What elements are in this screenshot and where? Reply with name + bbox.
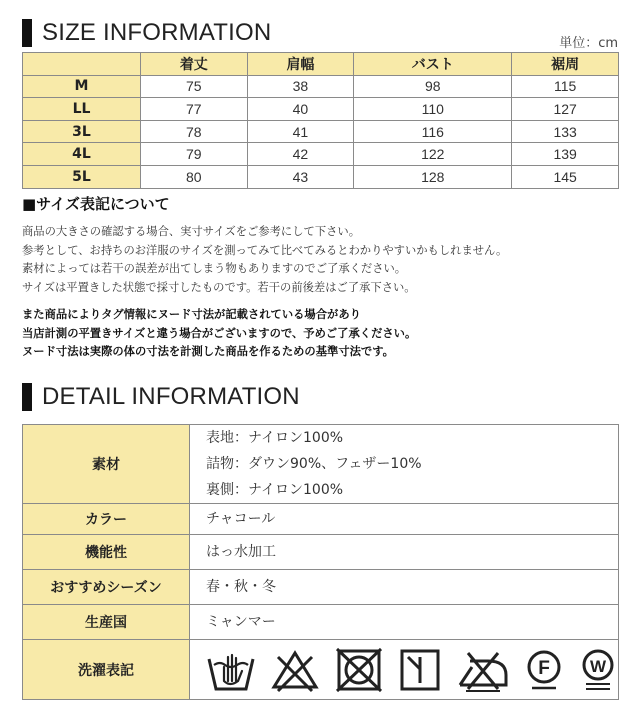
note-line: 素材によっては若干の誤差が出てしまう物もありますのでご了承ください。 [22, 262, 407, 275]
detail-row-function [23, 535, 619, 570]
size-information-title-text: SIZE INFORMATION [42, 19, 272, 46]
detail-row-origin [23, 605, 619, 640]
detail-label: 機能性 [23, 535, 190, 570]
size-header-length: 着丈 [141, 53, 248, 76]
detail-label: 洗濯表記 [23, 640, 190, 700]
size-notes-bold [22, 306, 416, 362]
detail-row-care [23, 640, 619, 700]
size-notes [22, 223, 507, 297]
size-value: 75 [141, 75, 248, 98]
size-table-header [23, 53, 619, 76]
table-row [23, 98, 619, 121]
material-line: 詰物：ダウン90%、フェザー10% [206, 456, 422, 472]
detail-value-material [190, 425, 619, 504]
size-header-bust: バスト [354, 53, 512, 76]
size-value: 78 [141, 120, 248, 143]
material-line: 裏側：ナイロン100% [206, 482, 344, 498]
size-value: 139 [512, 143, 619, 166]
size-value: 77 [141, 98, 248, 121]
wet-clean-w-icon [578, 647, 618, 693]
note-line: サイズは平置きした状態で採寸したものです。若干の前後差はご了承下さい。 [22, 280, 416, 294]
size-value: 116 [354, 120, 512, 143]
size-value: 133 [512, 120, 619, 143]
hand-wash-icon [206, 647, 256, 693]
size-value: 127 [512, 98, 619, 121]
care-icons [206, 647, 618, 693]
size-value: 43 [247, 165, 354, 188]
detail-value: はっ水加工 [190, 535, 619, 570]
size-value: 41 [247, 120, 354, 143]
size-value: 110 [354, 98, 512, 121]
detail-label: 素材 [23, 425, 190, 504]
size-header-empty [23, 53, 141, 76]
size-label: LL [23, 98, 141, 121]
title-bar-icon [22, 383, 32, 411]
size-table [22, 52, 619, 189]
material-line: 表地：ナイロン100% [206, 430, 344, 446]
no-tumble-dry-icon [334, 647, 384, 693]
note-line: 参考として、お持ちのお洋服のサイズを測ってみて比べてみるとわかりやすいかもしれません。 [22, 243, 508, 257]
size-header-shoulder: 肩幅 [247, 53, 354, 76]
size-value: 115 [512, 75, 619, 98]
note-line-bold: また商品によりタグ情報にヌード寸法が記載されている場合があり [22, 308, 361, 321]
size-header-hem: 裾周 [512, 53, 619, 76]
dry-clean-letter: F [538, 657, 550, 679]
size-notes-heading: ■サイズ表記について [22, 195, 170, 213]
note-line-bold: ヌード寸法は実際の体の寸法を計測した商品を作るための基準寸法です。 [22, 345, 394, 358]
detail-value: 春・秋・冬 [190, 570, 619, 605]
table-row [23, 75, 619, 98]
drip-dry-icon [398, 647, 442, 693]
size-value: 40 [247, 98, 354, 121]
detail-value: ミャンマー [190, 605, 619, 640]
low-iron-cloth-icon [456, 647, 510, 693]
table-row [23, 143, 619, 166]
size-value: 122 [354, 143, 512, 166]
dry-clean-f-icon [524, 647, 564, 693]
size-value: 128 [354, 165, 512, 188]
detail-information-title-text: DETAIL INFORMATION [42, 383, 300, 410]
size-value: 42 [247, 143, 354, 166]
detail-row-color [23, 504, 619, 535]
unit-label: 単位：cm [559, 36, 618, 51]
size-value: 98 [354, 75, 512, 98]
detail-value: チャコール [190, 504, 619, 535]
note-line-bold: 当店計測の平置きサイズと違う場合がございますので、予めご了承ください。 [22, 326, 417, 340]
size-value: 145 [512, 165, 619, 188]
detail-label: 生産国 [23, 605, 190, 640]
table-row [23, 120, 619, 143]
size-label: 5L [23, 165, 141, 188]
size-label: 4L [23, 143, 141, 166]
size-label: 3L [23, 120, 141, 143]
detail-row-material [23, 425, 619, 504]
note-line: 商品の大きさの確認する場合、実寸サイズをご参考にして下さい。 [22, 225, 361, 238]
detail-information-title [22, 382, 300, 412]
detail-row-season [23, 570, 619, 605]
title-bar-icon [22, 19, 32, 47]
detail-value-care [190, 640, 619, 700]
size-label: M [23, 75, 141, 98]
size-value: 38 [247, 75, 354, 98]
table-row [23, 165, 619, 188]
size-information-title [22, 18, 271, 48]
detail-table [22, 424, 619, 700]
detail-label: おすすめシーズン [23, 570, 190, 605]
no-bleach-icon [270, 647, 320, 693]
size-value: 79 [141, 143, 248, 166]
wet-clean-letter: W [589, 656, 607, 676]
size-value: 80 [141, 165, 248, 188]
detail-label: カラー [23, 504, 190, 535]
